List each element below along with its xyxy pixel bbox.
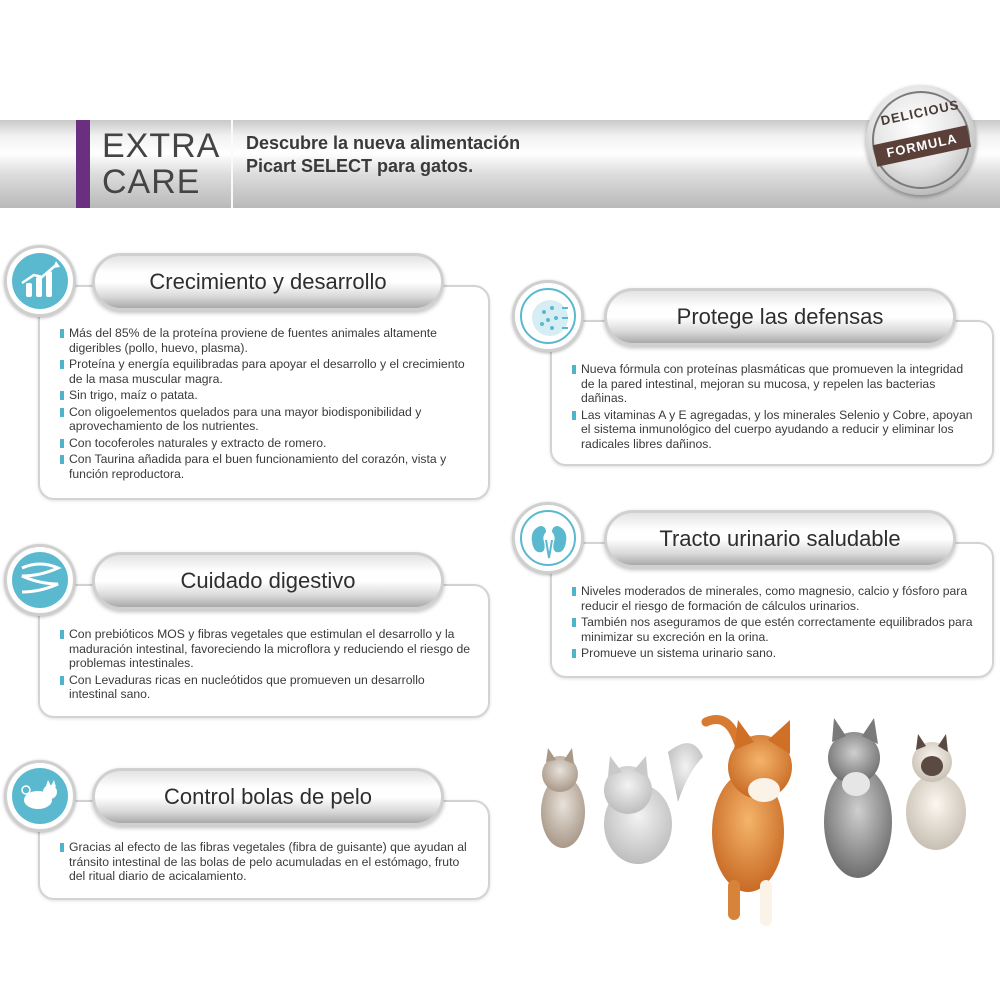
list-item: Con tocoferoles naturales y extracto de romero. xyxy=(60,436,474,451)
kidney-icon xyxy=(512,502,584,574)
growth-bone-chart-icon xyxy=(4,245,76,317)
seal-line1: DELICIOUS xyxy=(879,96,961,129)
cat-hairball-icon xyxy=(4,760,76,832)
list-item: Promueve un sistema urinario sano. xyxy=(572,646,980,661)
list-item: Con prebióticos MOS y fibras vegetales que estimulan el desarrollo y la maduración intestinal, favoreciendo la microflora y reduciendo el riesgo de problemas intestinales. xyxy=(60,627,474,671)
brand-title-line1: EXTRA xyxy=(102,127,221,165)
list-item: Con oligoelementos quelados para una mayor biodisponibilidad y aprovechamiento de los nutrientes. xyxy=(60,405,474,434)
feature-title-urinary: Tracto urinario saludable xyxy=(604,510,956,568)
seal-line2: FORMULA xyxy=(873,125,971,166)
feature-title-growth: Crecimiento y desarrollo xyxy=(92,253,444,311)
brand-title xyxy=(102,128,220,200)
list-item: Las vitaminas A y E agregadas, y los minerales Selenio y Cobre, apoyan el sistema inmunológico del cuerpo ayudando a reducir y eliminar los radicales libres dañinos. xyxy=(572,408,980,452)
feature-title-hairball: Control bolas de pelo xyxy=(92,768,444,826)
cat-orange-tabby xyxy=(706,720,792,927)
banner-tagline xyxy=(246,132,520,178)
list-item: Niveles moderados de minerales, como magnesio, calcio y fósforo para reducir el riesgo de formación de cálculos urinarios. xyxy=(572,584,980,613)
brand-accent-bar xyxy=(76,120,90,208)
list-item: Proteína y energía equilibradas para apoyar el desarrollo y el crecimiento de la masa muscular magra. xyxy=(60,357,474,386)
cat-white-fluffy xyxy=(604,743,703,864)
tagline-line1: Descubre la nueva alimentación xyxy=(246,133,521,153)
list-item: Con Taurina añadida para el buen funcionamiento del corazón, vista y función reproductora. xyxy=(60,452,474,481)
banner-divider xyxy=(231,120,233,208)
feature-list-hairball xyxy=(60,840,474,886)
feature-list-urinary xyxy=(572,584,980,663)
delicious-formula-seal xyxy=(866,85,976,195)
feature-title-digestive: Cuidado digestivo xyxy=(92,552,444,610)
feature-list-defenses xyxy=(572,362,980,453)
cat-birman xyxy=(906,734,966,850)
shield-defense-icon xyxy=(512,280,584,352)
intestine-icon xyxy=(4,544,76,616)
list-item: Sin trigo, maíz o patata. xyxy=(60,388,474,403)
list-item: Con Levaduras ricas en nucleótidos que promueven un desarrollo intestinal sano. xyxy=(60,673,474,702)
brand-title-line2: CARE xyxy=(102,163,201,201)
tagline-line2: Picart SELECT para gatos. xyxy=(246,156,474,176)
list-item: Nueva fórmula con proteínas plasmáticas que promueven la integridad de la pared intestinal, mejoran su mucosa, y repelen las bacterias dañinas. xyxy=(572,362,980,406)
feature-title-defenses: Protege las defensas xyxy=(604,288,956,346)
list-item: También nos aseguramos de que estén correctamente equilibrados para minimizar su excreción en la orina. xyxy=(572,615,980,644)
cat-grey-maine-coon xyxy=(824,718,892,878)
list-item: Gracias al efecto de las fibras vegetales (fibra de guisante) que ayudan al tránsito intestinal de las bolas de pelo acumuladas en el estómago, fruto del ritual diario de acicalamiento. xyxy=(60,840,474,884)
header-banner xyxy=(0,120,1000,208)
list-item: Más del 85% de la proteína proviene de fuentes animales altamente digeribles (pollo, huevo, plasma). xyxy=(60,326,474,355)
feature-list-growth xyxy=(60,326,474,483)
kitten-tabby xyxy=(541,748,585,848)
feature-list-digestive xyxy=(60,627,474,704)
cats-group-image xyxy=(528,712,988,932)
